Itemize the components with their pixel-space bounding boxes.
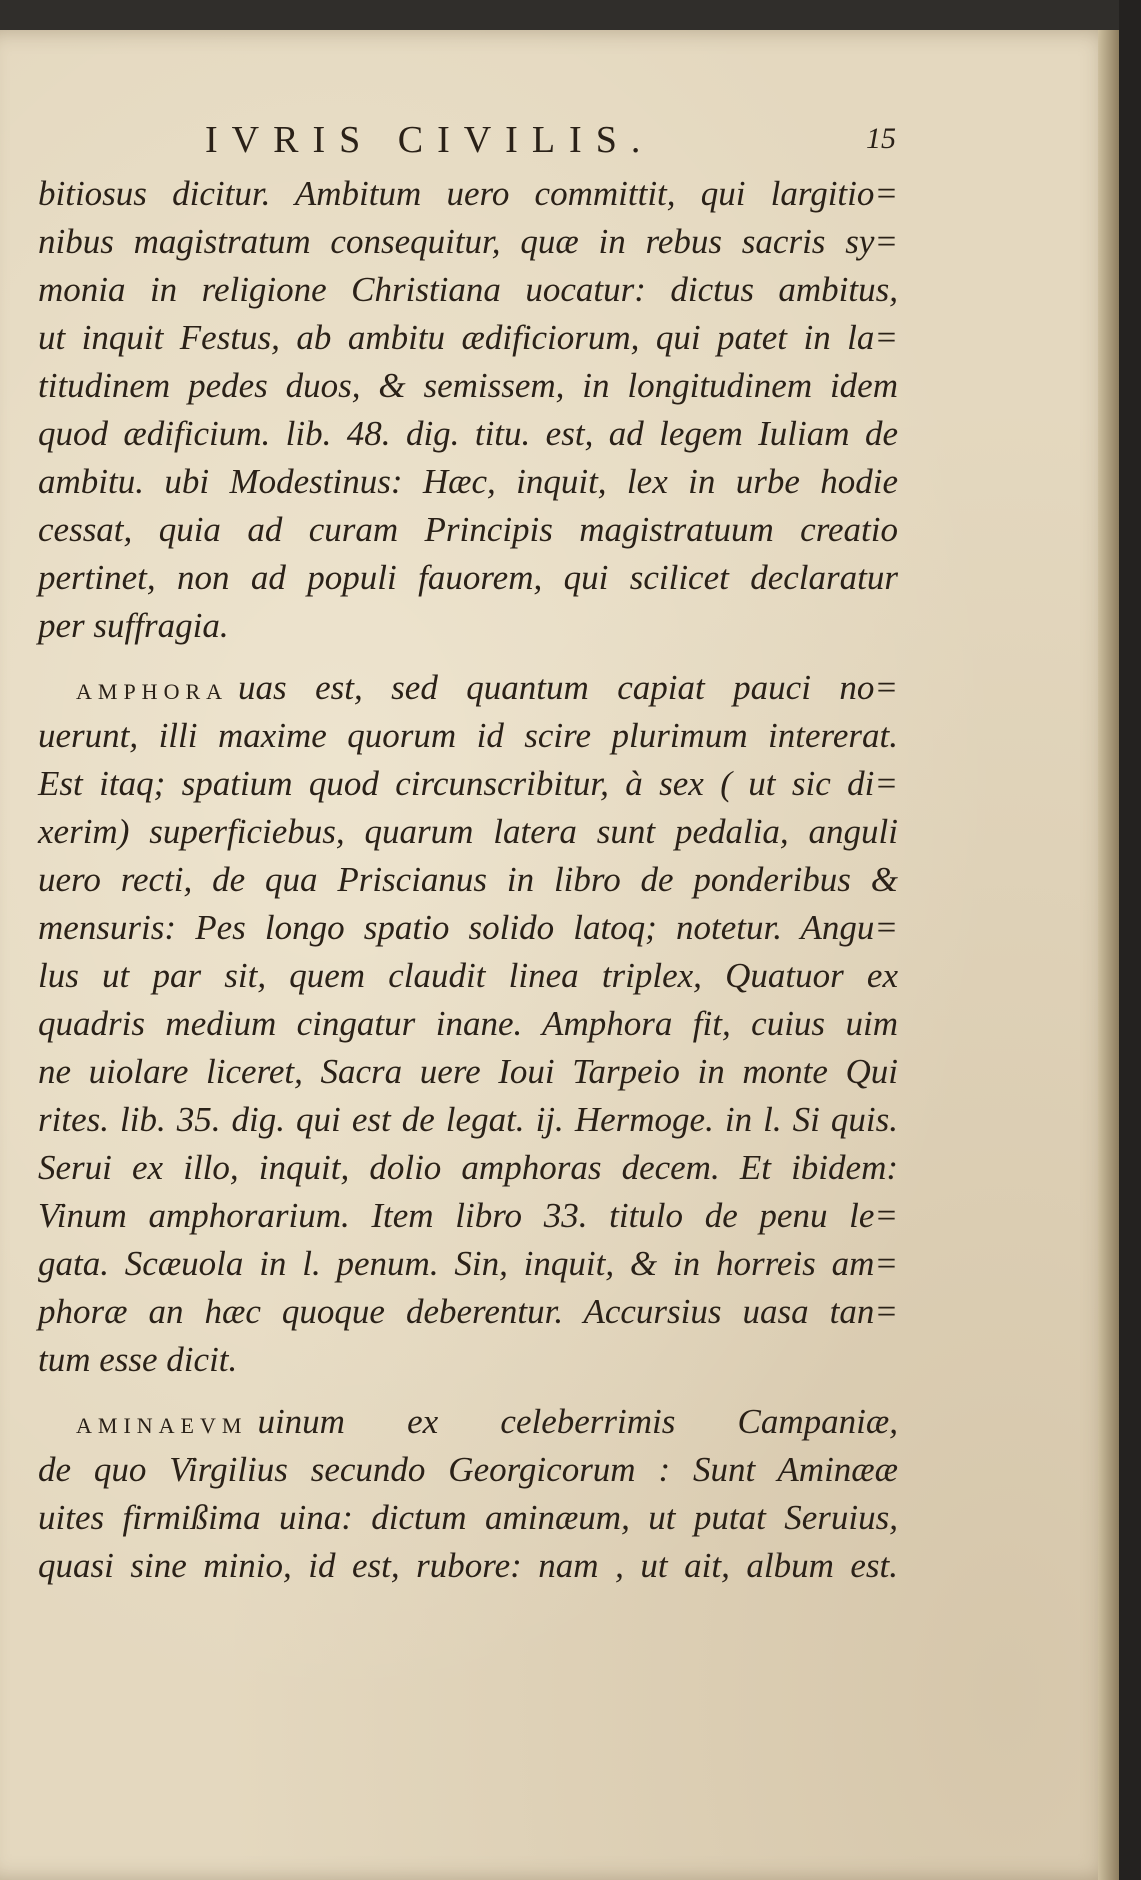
text-line: uero recti, de qua Priscianus in libro de ponderibus & <box>38 860 898 899</box>
text-line: lus ut par sit, quem claudit linea triplex, Quatuor ex <box>38 956 898 995</box>
text-line: de quo Virgilius secundo Georgicorum : Sunt Aminææ <box>38 1450 898 1489</box>
text-line: gata. Scæuola in l. penum. Sin, inquit, & in horreis am= <box>38 1244 898 1283</box>
paragraph-amphora <box>38 664 898 1384</box>
lemma-amphora: AMPHORA <box>76 679 229 704</box>
scan-border-right <box>1119 0 1141 1880</box>
text-line: per suffragia. <box>38 606 229 645</box>
text-line: ambitu. ubi Modestinus: Hæc, inquit, lex in urbe hodie <box>38 462 898 501</box>
text-line: Vinum amphorarium. Item libro 33. titulo de penu le= <box>38 1196 898 1235</box>
text-line: quadris medium cingatur inane. Amphora fit, cuius uim <box>38 1004 898 1043</box>
paragraph-ambitus <box>38 170 898 650</box>
text-line: phoræ an hæc quoque deberentur. Accursius uasa tan= <box>38 1292 898 1331</box>
text-line: xerim) superficiebus, quarum latera sunt pedalia, anguli <box>38 812 898 851</box>
text-line: ut inquit Festus, ab ambitu ædificiorum, qui patet in la= <box>38 318 898 357</box>
text-line: titudinem pedes duos, & semissem, in longitudinem idem <box>38 366 898 405</box>
lemma-aminaeum: AMINAEVM <box>76 1413 248 1438</box>
body-text <box>38 170 898 1590</box>
text-line: Serui ex illo, inquit, dolio amphoras decem. Et ibidem: <box>38 1148 898 1187</box>
text-line-tail: uinum ex celeberrimis Campaniæ, <box>257 1402 898 1441</box>
text-line-with-lemma <box>38 664 898 712</box>
text-line-with-lemma <box>38 1398 898 1446</box>
text-line: quod ædificium. lib. 48. dig. titu. est, ad legem Iuliam de <box>38 414 898 453</box>
page-number: 15 <box>866 122 896 155</box>
running-title: IVRIS CIVILIS. <box>205 119 655 161</box>
text-line: cessat, quia ad curam Principis magistratuum creatio <box>38 510 898 549</box>
text-line: mensuris: Pes longo spatio solido latoq; notetur. Angu= <box>38 908 898 947</box>
text-line: tum esse dicit. <box>38 1340 238 1379</box>
page-edge-shadow <box>1098 30 1120 1880</box>
paragraph-aminaeum <box>38 1398 898 1590</box>
text-line: pertinet, non ad populi fauorem, qui scilicet declaratur <box>38 558 898 597</box>
text-line: rites. lib. 35. dig. qui est de legat. ij. Hermoge. in l. Si quis. <box>38 1100 898 1139</box>
text-line: uites firmißima uina: dictum aminæum, ut putat Seruius, <box>38 1498 898 1537</box>
text-line: bitiosus dicitur. Ambitum uero committit, qui largitio= <box>38 174 898 213</box>
text-line: Est itaq; spatium quod circunscribitur, à sex ( ut sic di= <box>38 764 898 803</box>
text-line: monia in religione Christiana uocatur: dictus ambitus, <box>38 270 898 309</box>
text-line: ne uiolare liceret, Sacra uere Ioui Tarpeio in monte Qui <box>38 1052 898 1091</box>
text-line-tail: uas est, sed quantum capiat pauci no= <box>238 668 898 707</box>
text-line: nibus magistratum consequitur, quæ in rebus sacris sy= <box>38 222 898 261</box>
text-line: quasi sine minio, id est, rubore: nam , ut ait, album est. <box>38 1546 898 1585</box>
scan-border-top <box>0 0 1141 30</box>
text-line: uerunt, illi maxime quorum id scire plurimum intererat. <box>38 716 898 755</box>
